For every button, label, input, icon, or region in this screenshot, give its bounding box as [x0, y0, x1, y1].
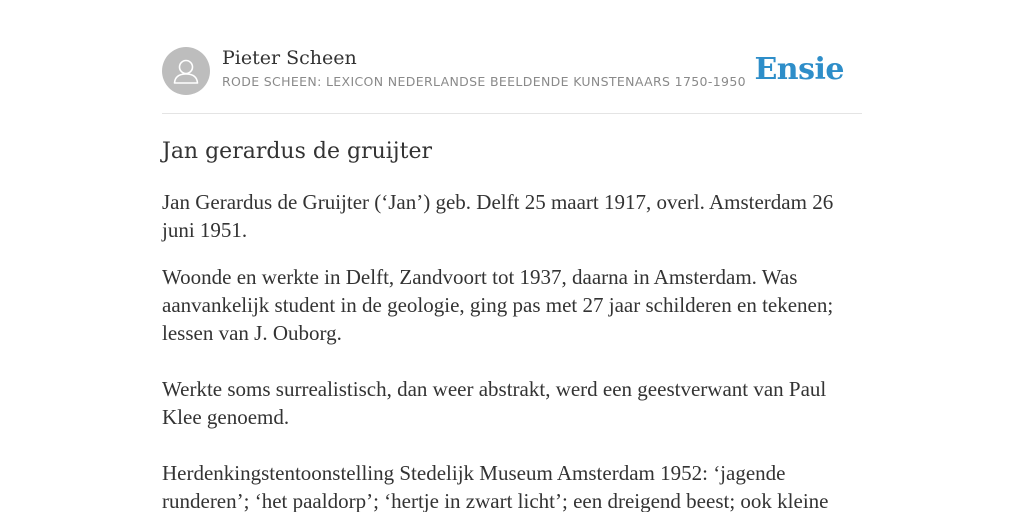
user-silhouette-icon [162, 47, 210, 95]
spacer [162, 244, 862, 263]
entry-title: Jan gerardus de gruijter [162, 139, 432, 164]
author-header [162, 46, 862, 96]
source-title[interactable]: RODE SCHEEN: LEXICON NEDERLANDSE BEELDENDE KUNSTENAARS 1750-1950 [222, 74, 746, 89]
spacer [162, 347, 862, 375]
paragraph: Woonde en werkte in Delft, Zandvoort tot 1937, daarna in Amsterdam. Was aanvankelijk student in de geologie, ging pas met 27 jaar schilderen en tekenen; lessen van J. Ouborg. [162, 265, 834, 345]
avatar[interactable] [162, 47, 210, 95]
spacer [162, 431, 862, 459]
author-name[interactable]: Pieter Scheen [222, 47, 357, 69]
paragraph: Jan Gerardus de Gruijter (‘Jan’) geb. Delft 25 maart 1917, overl. Amsterdam 26 juni 1951. [162, 190, 834, 242]
paragraph: Herdenkingstentoonstelling Stedelijk Museum Amsterdam 1952: ‘jagende runderen’; ‘het paaldorp’; ‘hertje in zwart licht’; een dreigend beest; ook kleine [162, 461, 829, 512]
article-body [162, 136, 862, 512]
paragraph: Werkte soms surrealistisch, dan weer abstrakt, werd een geestverwant van Paul Klee genoemd. [162, 377, 827, 429]
brand-logo[interactable]: Ensie [754, 52, 844, 87]
header-divider [162, 113, 862, 114]
